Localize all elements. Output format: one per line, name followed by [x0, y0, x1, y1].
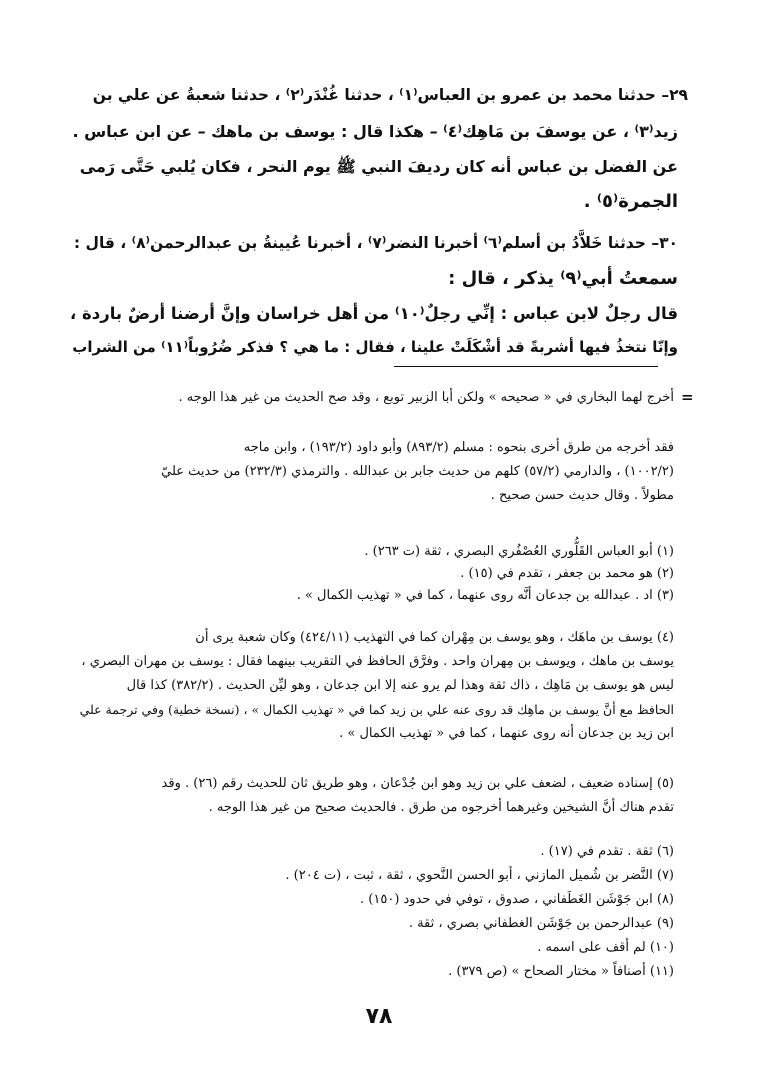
footnote-8: (٨) ابن جَوْشَن الغَطَفاني ، صدوق ، توفي في حدود (١٥٠) .: [360, 892, 674, 907]
footnote-10: (١٠) لم أقف على اسمه .: [537, 940, 674, 955]
main-text-line: زيد⁽٣⁾ ، عن يوسفَ بن مَاهِك⁽٤⁾ – هكذا قال : يوسف بن ماهك – عن ابن عباس .: [72, 122, 678, 141]
footnote-line: أخرج لهما البخاري في « صحيحه » ولكن أبا الزبير توبع ، وقد صح الحديث من غير هذا الوجه .: [178, 390, 674, 405]
footnote-9: (٩) عبدالرحمن بن جَوْشَن الغطفاني بصري ، ثقة .: [408, 916, 674, 931]
footnote-separator: [394, 366, 658, 367]
main-text-line: ٢٩– حدثنا محمد بن عمرو بن العباس⁽١⁾ ، حدثنا غُنْدَر⁽٢⁾ ، حدثنا شعبةُ عن علي بن: [92, 86, 688, 104]
footnote-line: يوسف بن ماهك ، ويوسف بن مِهران واحد . وفرَّق الحافظ في التقريب بينهما فقال : يوسف بن مهران البصري ،: [81, 654, 674, 669]
footnote-7: (٧) النَّضر بن شُميل المازني ، أبو الحسن النَّحوي ، ثقة ، ثبت ، (ت ٢٠٤) .: [285, 868, 674, 883]
footnote-line: فقد أخرجه من طرق أخرى بنحوه : مسلم (٨٩٣/٢) وأبو داود (١٩٣/٢) ، وابن ماجه: [243, 440, 674, 455]
footnote-line: مطولاً . وقال حديث حسن صحيح .: [490, 488, 674, 503]
main-text-line: عن الفضل بن عباس أنه كان رديفَ النبي ﷺ يوم النحر ، فكان يُلبي حَتَّى رَمى: [79, 157, 678, 176]
main-text-line: قال رجلٌ لابن عباس : إنِّي رجلٌ⁽١٠⁾ من أهل خراسان وإنَّ أرضنا أرضٌ باردة ،: [69, 304, 678, 323]
main-text-line: ٣٠– حدثنا خَلاَّدُ بن أسلم⁽٦⁾ أخبرنا النضر⁽٧⁾ ، أخبرنا عُيينةُ بن عبدالرحمن⁽٨⁾ ، قال :: [73, 234, 678, 252]
continuation-mark: =: [681, 388, 694, 406]
footnote-2: (٢) هو محمد بن جعفر ، تقدم في (١٥) .: [460, 566, 674, 581]
page-number: ٧٨: [365, 1004, 393, 1029]
footnote-line: ليس هو يوسف بن مَاهِك ، ذاك ثقة وهذا لم يرو عنه إلا ابن جدعان ، وهو ليِّن الحديث . (٣٨٢/٢) كذا قال: [126, 678, 674, 693]
footnote-5: (٥) إسناده ضعيف ، لضعف علي بن زيد وهو ابن جُدْعان ، وهو طريق ثان للحديث رقم (٢٦) . وقد: [161, 776, 674, 791]
footnote-6: (٦) ثقة . تقدم في (١٧) .: [540, 844, 674, 859]
footnote-4: (٤) يوسف بن ماهَك ، وهو يوسف بن مِهْران كما في التهذيب (٤٢٤/١١) وكان شعبة يرى أن: [195, 630, 674, 645]
main-text-line: سمعتُ أبي⁽٩⁾ يذكر ، قال :: [448, 268, 678, 289]
footnote-1: (١) أبو العباس القَلُّوري العُصْفُري البصري ، ثقة (ت ٢٦٣) .: [364, 544, 674, 559]
footnote-line: الحافظ مع أنَّ يوسف بن ماهِك قد روى عنه علي بن زيد كما في « تهذيب الكمال » ، (نسخة خطية) وفي ترجمة علي: [79, 702, 674, 717]
footnote-line: ابن زيد بن جدعان أنه روى عنهما ، كما في « تهذيب الكمال » .: [339, 726, 674, 741]
main-text-line: الجمرة⁽٥⁾ .: [583, 191, 678, 212]
footnote-3: (٣) اد . عبدالله بن جدعان أنَّه روى عنهما ، كما في « تهذيب الكمال » .: [296, 588, 674, 603]
footnote-line: (١٠٠٢/٢) ، والدارمي (٥٧/٢) كلهم من حديث جابر بن عبدالله . والترمذي (٢٣٢/٣) من حديث عليّ: [161, 464, 674, 479]
footnote-11: (١١) أصنافاً « مختار الصحاح » (ص ٣٧٩) .: [448, 964, 674, 979]
main-text-line: وإنّا نتخذُ فيها أشربةً قد أشْكَلَتْ علينا ، فقال : ما هي ؟ فذكر ضُرُوباً⁽١١⁾ من الشراب: [72, 338, 678, 356]
footnote-line: تقدم هناك أنَّ الشيخين وغيرهما أخرجوه من طرق . فالحديث صحيح من غير هذا الوجه .: [208, 800, 674, 815]
